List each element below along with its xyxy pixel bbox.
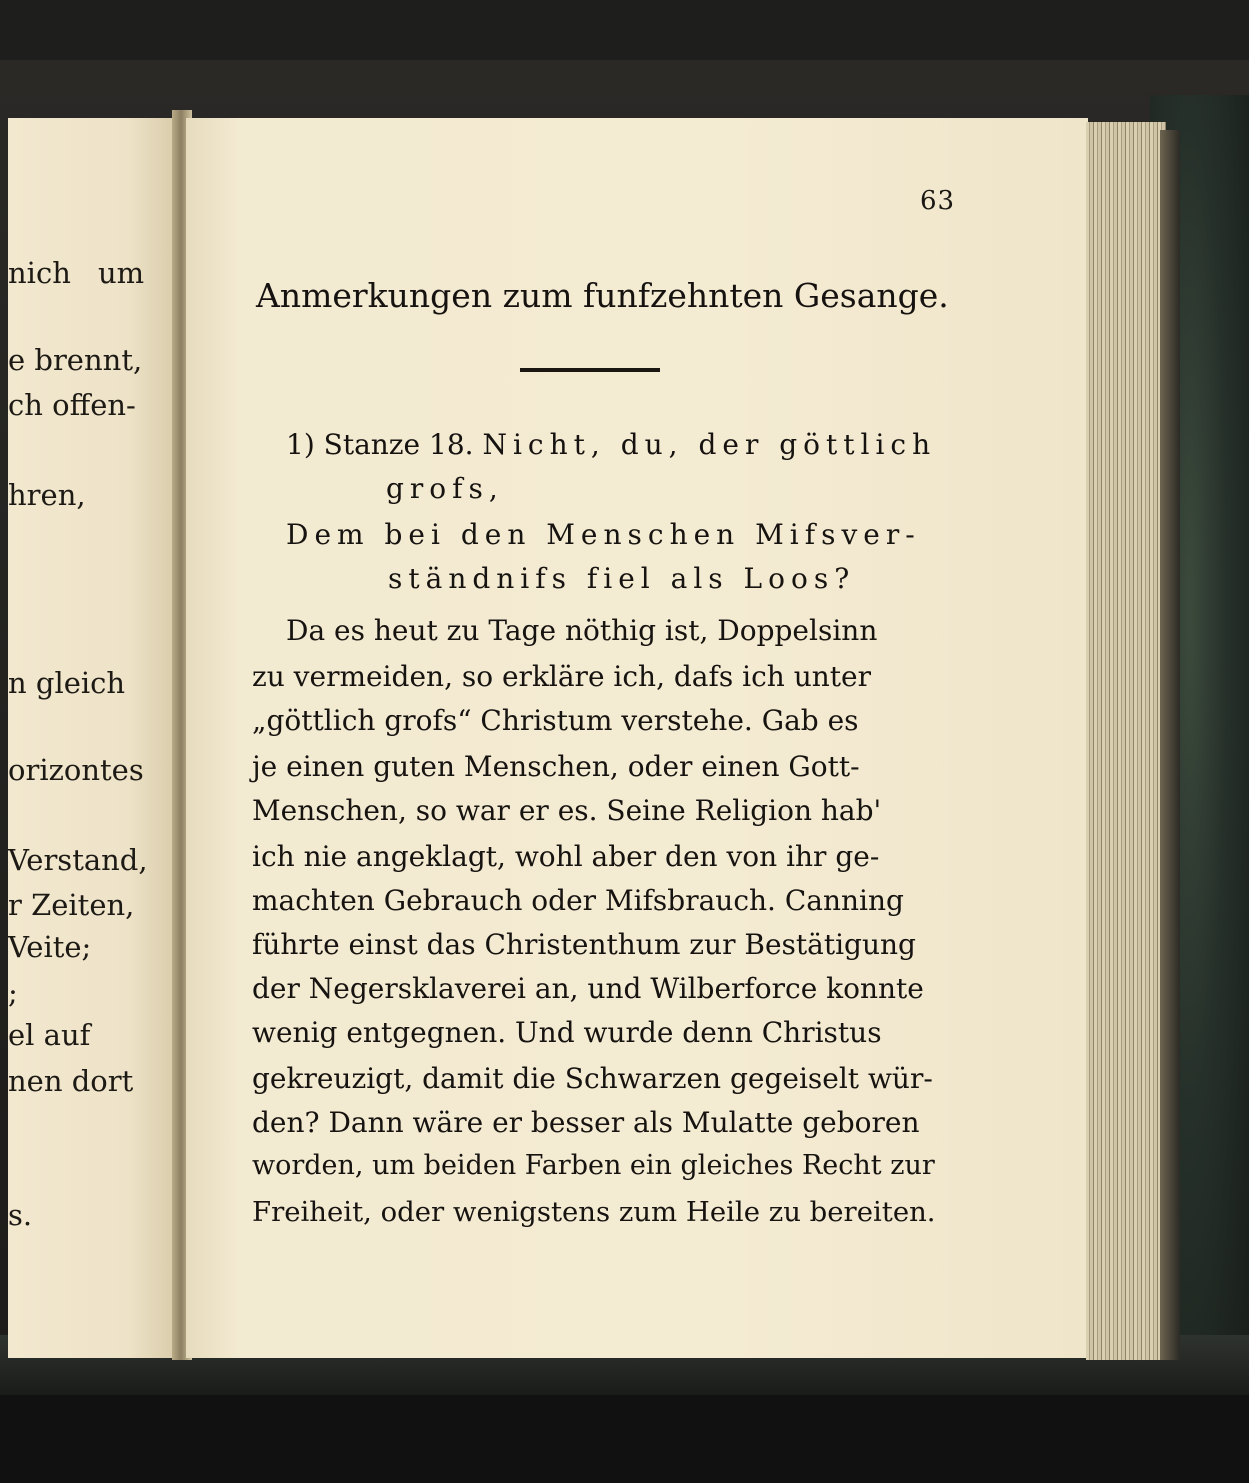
body-line-13: worden, um beiden Farben ein gleiches Recht zur — [252, 1150, 935, 1181]
left-line-3: ch offen- — [8, 388, 136, 422]
left-line-12: nen dort — [8, 1064, 134, 1098]
left-line-13: s. — [8, 1198, 33, 1232]
left-line-1b: um — [98, 256, 145, 290]
quote-line-1: Nicht, du, der göttlich — [482, 428, 937, 461]
left-line-4: hren, — [8, 478, 86, 512]
body-line-10: wenig entgegnen. Und wurde denn Christus — [252, 1016, 882, 1049]
body-line-11: gekreuzigt, damit die Schwarzen gegeiselt wür- — [252, 1062, 933, 1095]
page-block-shadow — [1160, 130, 1180, 1360]
background-strip — [0, 1395, 1249, 1483]
body-line-6: ich nie angeklagt, wohl aber den von ihr ge- — [252, 840, 880, 873]
quote-line-3: Dem bei den Menschen Mifsver- — [286, 518, 921, 551]
quote-line-4: ständnifs fiel als Loos? — [388, 562, 856, 595]
body-line-7: machten Gebrauch oder Mifsbrauch. Canning — [252, 884, 904, 917]
body-line-12: den? Dann wäre er besser als Mulatte geboren — [252, 1106, 920, 1139]
stanza-reference: 1) Stanze 18. — [286, 428, 474, 461]
body-line-3: „göttlich grofs“ Christum verstehe. Gab es — [252, 704, 859, 737]
left-line-8: r Zeiten, — [8, 888, 135, 922]
left-line-5: n gleich — [8, 666, 126, 700]
left-line-1: nich — [8, 256, 71, 290]
body-line-1: Da es heut zu Tage nöthig ist, Doppelsinn — [286, 614, 878, 647]
left-line-2: e brennt, — [8, 343, 143, 377]
left-line-7: Verstand, — [8, 843, 148, 877]
body-line-2: zu vermeiden, so erkläre ich, dafs ich unter — [252, 660, 871, 693]
note-stanza-line — [286, 428, 936, 461]
quote-line-2: grofs, — [386, 472, 504, 505]
left-line-11: el auf — [8, 1018, 91, 1052]
page-number: 63 — [920, 186, 956, 216]
body-line-4: je einen guten Menschen, oder einen Gott- — [252, 750, 860, 783]
section-heading: Anmerkungen zum funfzehnten Gesange. — [256, 276, 949, 315]
body-line-8: führte einst das Christenthum zur Bestätigung — [252, 928, 916, 961]
heading-rule — [520, 368, 660, 372]
body-line-5: Menschen, so war er es. Seine Religion hab' — [252, 794, 882, 827]
left-page — [8, 118, 178, 1358]
page-block-edge — [1086, 122, 1166, 1360]
body-line-9: der Negersklaverei an, und Wilberforce konnte — [252, 972, 924, 1005]
left-line-9: Veite; — [8, 930, 92, 964]
left-line-6: orizontes — [8, 753, 144, 787]
left-line-10: ; — [8, 976, 18, 1010]
body-line-14: Freiheit, oder wenigstens zum Heile zu bereiten. — [252, 1196, 936, 1228]
